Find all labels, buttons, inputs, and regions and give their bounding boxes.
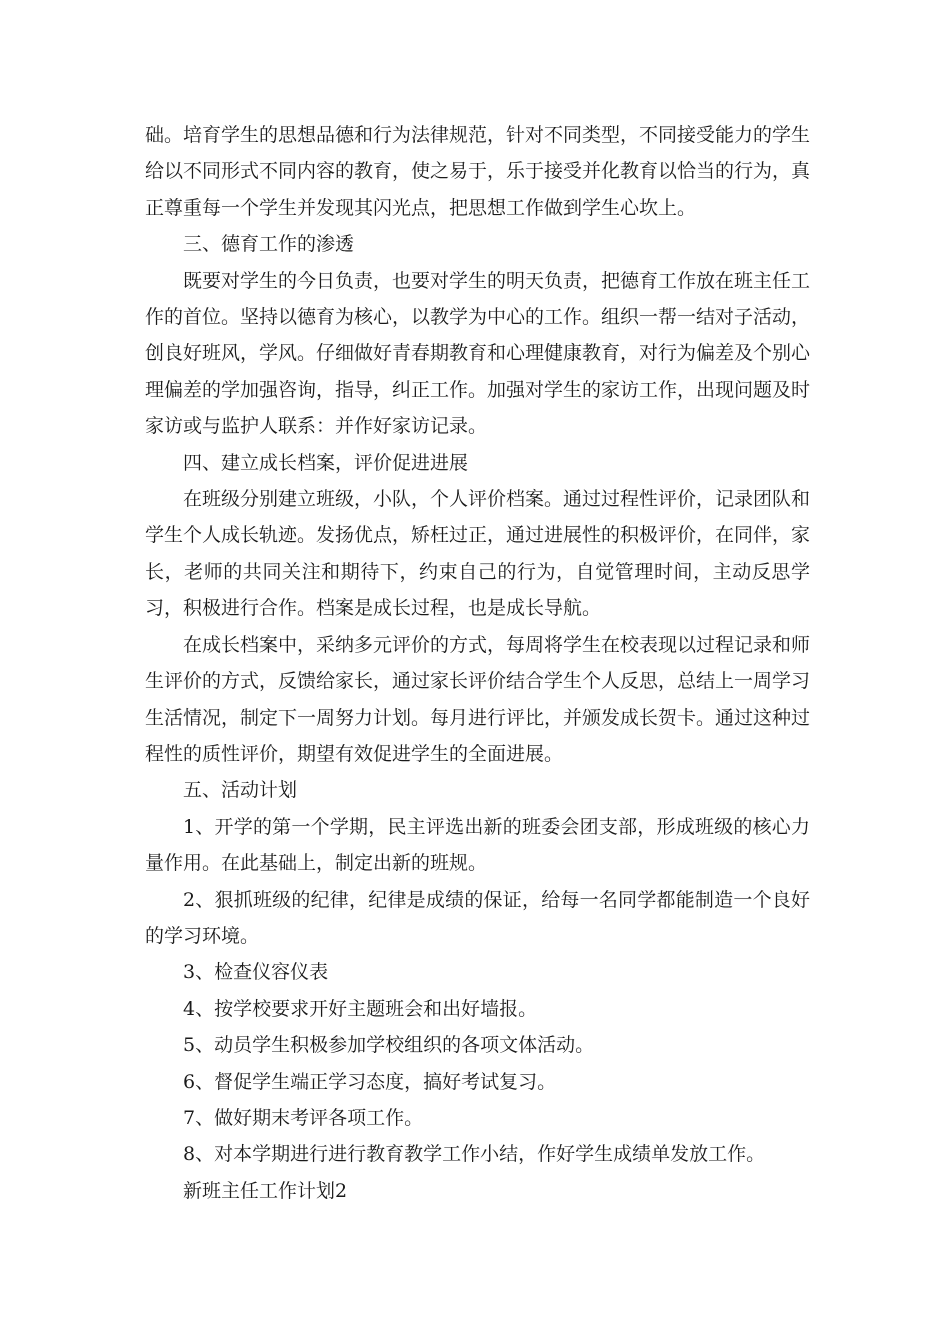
paragraph-multi-evaluation: 在成长档案中，采纳多元评价的方式，每周将学生在校表现以过程记录和师生评价的方式，反馈给家长，通过家长评价结合学生个人反思，总结上一周学习生活情况，制定下一周努力计划。每月进行评比，并颁发成长贺卡。通过这种过程性的质性评价，期望有效促进学生的全面进展。 <box>145 633 811 765</box>
list-item-7: 7、做好期末考评各项工作。 <box>183 1106 424 1129</box>
next-plan-title: 新班主任工作计划2 <box>183 1179 348 1202</box>
list-item-3: 3、检查仪容仪表 <box>183 961 329 984</box>
list-item-4: 4、按学校要求开好主题班会和出好墙报。 <box>183 997 538 1020</box>
section-heading-activity-plan: 五、活动计划 <box>183 779 298 802</box>
list-item-5: 5、动员学生积极参加学校组织的各项文体活动。 <box>183 1034 595 1057</box>
section-heading-growth-archive: 四、建立成长档案，评价促进进展 <box>183 451 469 474</box>
list-item-8: 8、对本学期进行进行教育教学工作小结，作好学生成绩单发放工作。 <box>183 1143 766 1166</box>
list-item-6: 6、督促学生端正学习态度，搞好考试复习。 <box>183 1070 557 1093</box>
section-heading-moral-education: 三、德育工作的渗透 <box>183 233 355 256</box>
document-body <box>145 117 810 1209</box>
list-item-1: 1、开学的第一个学期，民主评选出新的班委会团支部，形成班级的核心力量作用。在此基础上，制定出新的班规。 <box>145 815 810 875</box>
paragraph-continuation: 础。培育学生的思想品德和行为法律规范，针对不同类型，不同接受能力的学生给以不同形式不同内容的教育，使之易于，乐于接受并化教育以恰当的行为，真正尊重每一个学生并发现其闪光点，把思想工作做到学生心坎上。 <box>145 124 811 219</box>
paragraph-moral-education: 既要对学生的今日负责，也要对学生的明天负责，把德育工作放在班主任工作的首位。坚持以德育为核心，以教学为中心的工作。组织一帮一结对子活动，创良好班风，学风。仔细做好青春期教育和心理健康教育，对行为偏差及个别心理偏差的学加强咨询，指导，纠正工作。加强对学生的家访工作，出现问题及时家访或与监护人联系：并作好家访记录。 <box>145 269 811 438</box>
paragraph-growth-archive: 在班级分别建立班级，小队，个人评价档案。通过过程性评价，记录团队和学生个人成长轨迹。发扬优点，矫枉过正，通过进展性的积极评价，在同伴，家长，老师的共同关注和期待下，约束自己的行为，自觉管理时间，主动反思学习，积极进行合作。档案是成长过程，也是成长导航。 <box>145 488 811 620</box>
list-item-2: 2、狠抓班级的纪律，纪律是成绩的保证，给每一名同学都能制造一个良好的学习环境。 <box>145 888 810 947</box>
